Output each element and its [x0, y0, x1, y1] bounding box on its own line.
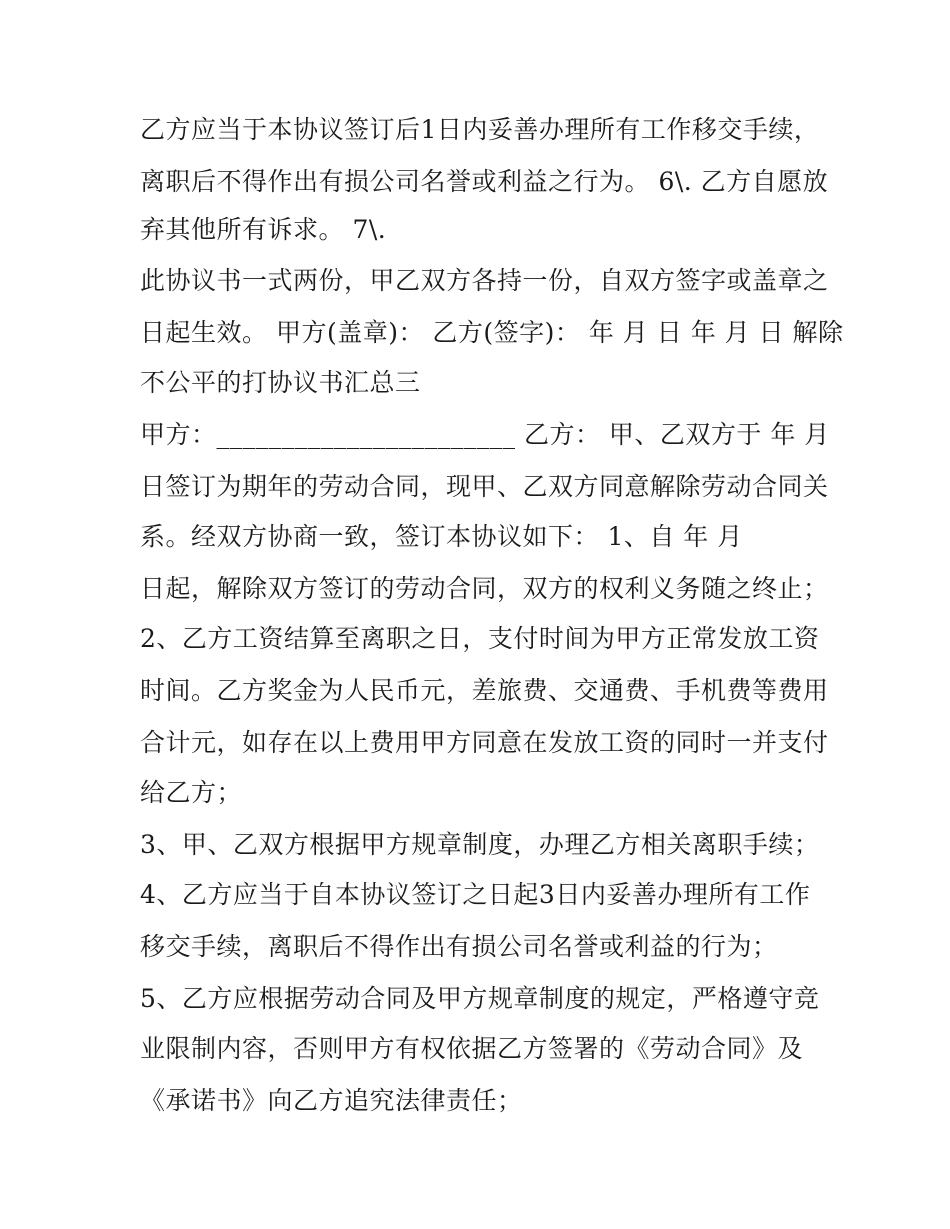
paragraph-line: 离职后不得作出有损公司名誉或利益之行为。 6\. 乙方自愿放 — [140, 167, 829, 196]
paragraph-line: 系。经双方协商一致，签订本协议如下： 1、自 年 月 — [140, 522, 743, 551]
paragraph-line: 合计元，如存在以上费用甲方同意在发放工资的同时一并支付 — [140, 728, 829, 757]
paragraph-line: 《承诺书》向乙方追究法律责任； — [140, 1086, 523, 1115]
party-line: 甲方：_______________________ 乙方： 甲、乙双方于 年 月 — [140, 420, 830, 449]
paragraph-line: 给乙方； — [140, 778, 243, 807]
paragraph-line: 日起，解除双方签订的劳动合同，双方的权利义务随之终止； — [140, 574, 829, 603]
paragraph-line: 时间。乙方奖金为人民币元，差旅费、交通费、手机费等费用 — [140, 676, 829, 705]
clause-line: 2、乙方工资结算至离职之日，支付时间为甲方正常发放工资 — [140, 624, 820, 653]
section-title: 不公平的打协议书汇总三 — [140, 368, 421, 397]
paragraph-line: 日起生效。 甲方(盖章)： 乙方(签字)： 年 月 日 年 月 日 解除 — [140, 318, 844, 347]
paragraph-line: 弃其他所有诉求。 7\. — [140, 215, 387, 244]
paragraph-line: 此协议书一式两份，甲乙双方各持一份，自双方签字或盖章之 — [140, 266, 829, 295]
clause-line: 4、乙方应当于自本协议签订之日起3日内妥善办理所有工作 — [140, 880, 811, 909]
paragraph-line: 日签订为期年的劳动合同，现甲、乙双方同意解除劳动合同关 — [140, 472, 829, 501]
paragraph-line: 乙方应当于本协议签订后1日内妥善办理所有工作移交手续， — [140, 115, 820, 144]
clause-line: 3、甲、乙双方根据甲方规章制度，办理乙方相关离职手续； — [140, 830, 820, 859]
clause-line: 5、乙方应根据劳动合同及甲方规章制度的规定，严格遵守竞 — [140, 984, 820, 1013]
paragraph-line: 移交手续，离职后不得作出有损公司名誉或利益的行为； — [140, 932, 778, 961]
paragraph-line: 业限制内容，否则甲方有权依据乙方签署的《劳动合同》及 — [140, 1034, 804, 1063]
